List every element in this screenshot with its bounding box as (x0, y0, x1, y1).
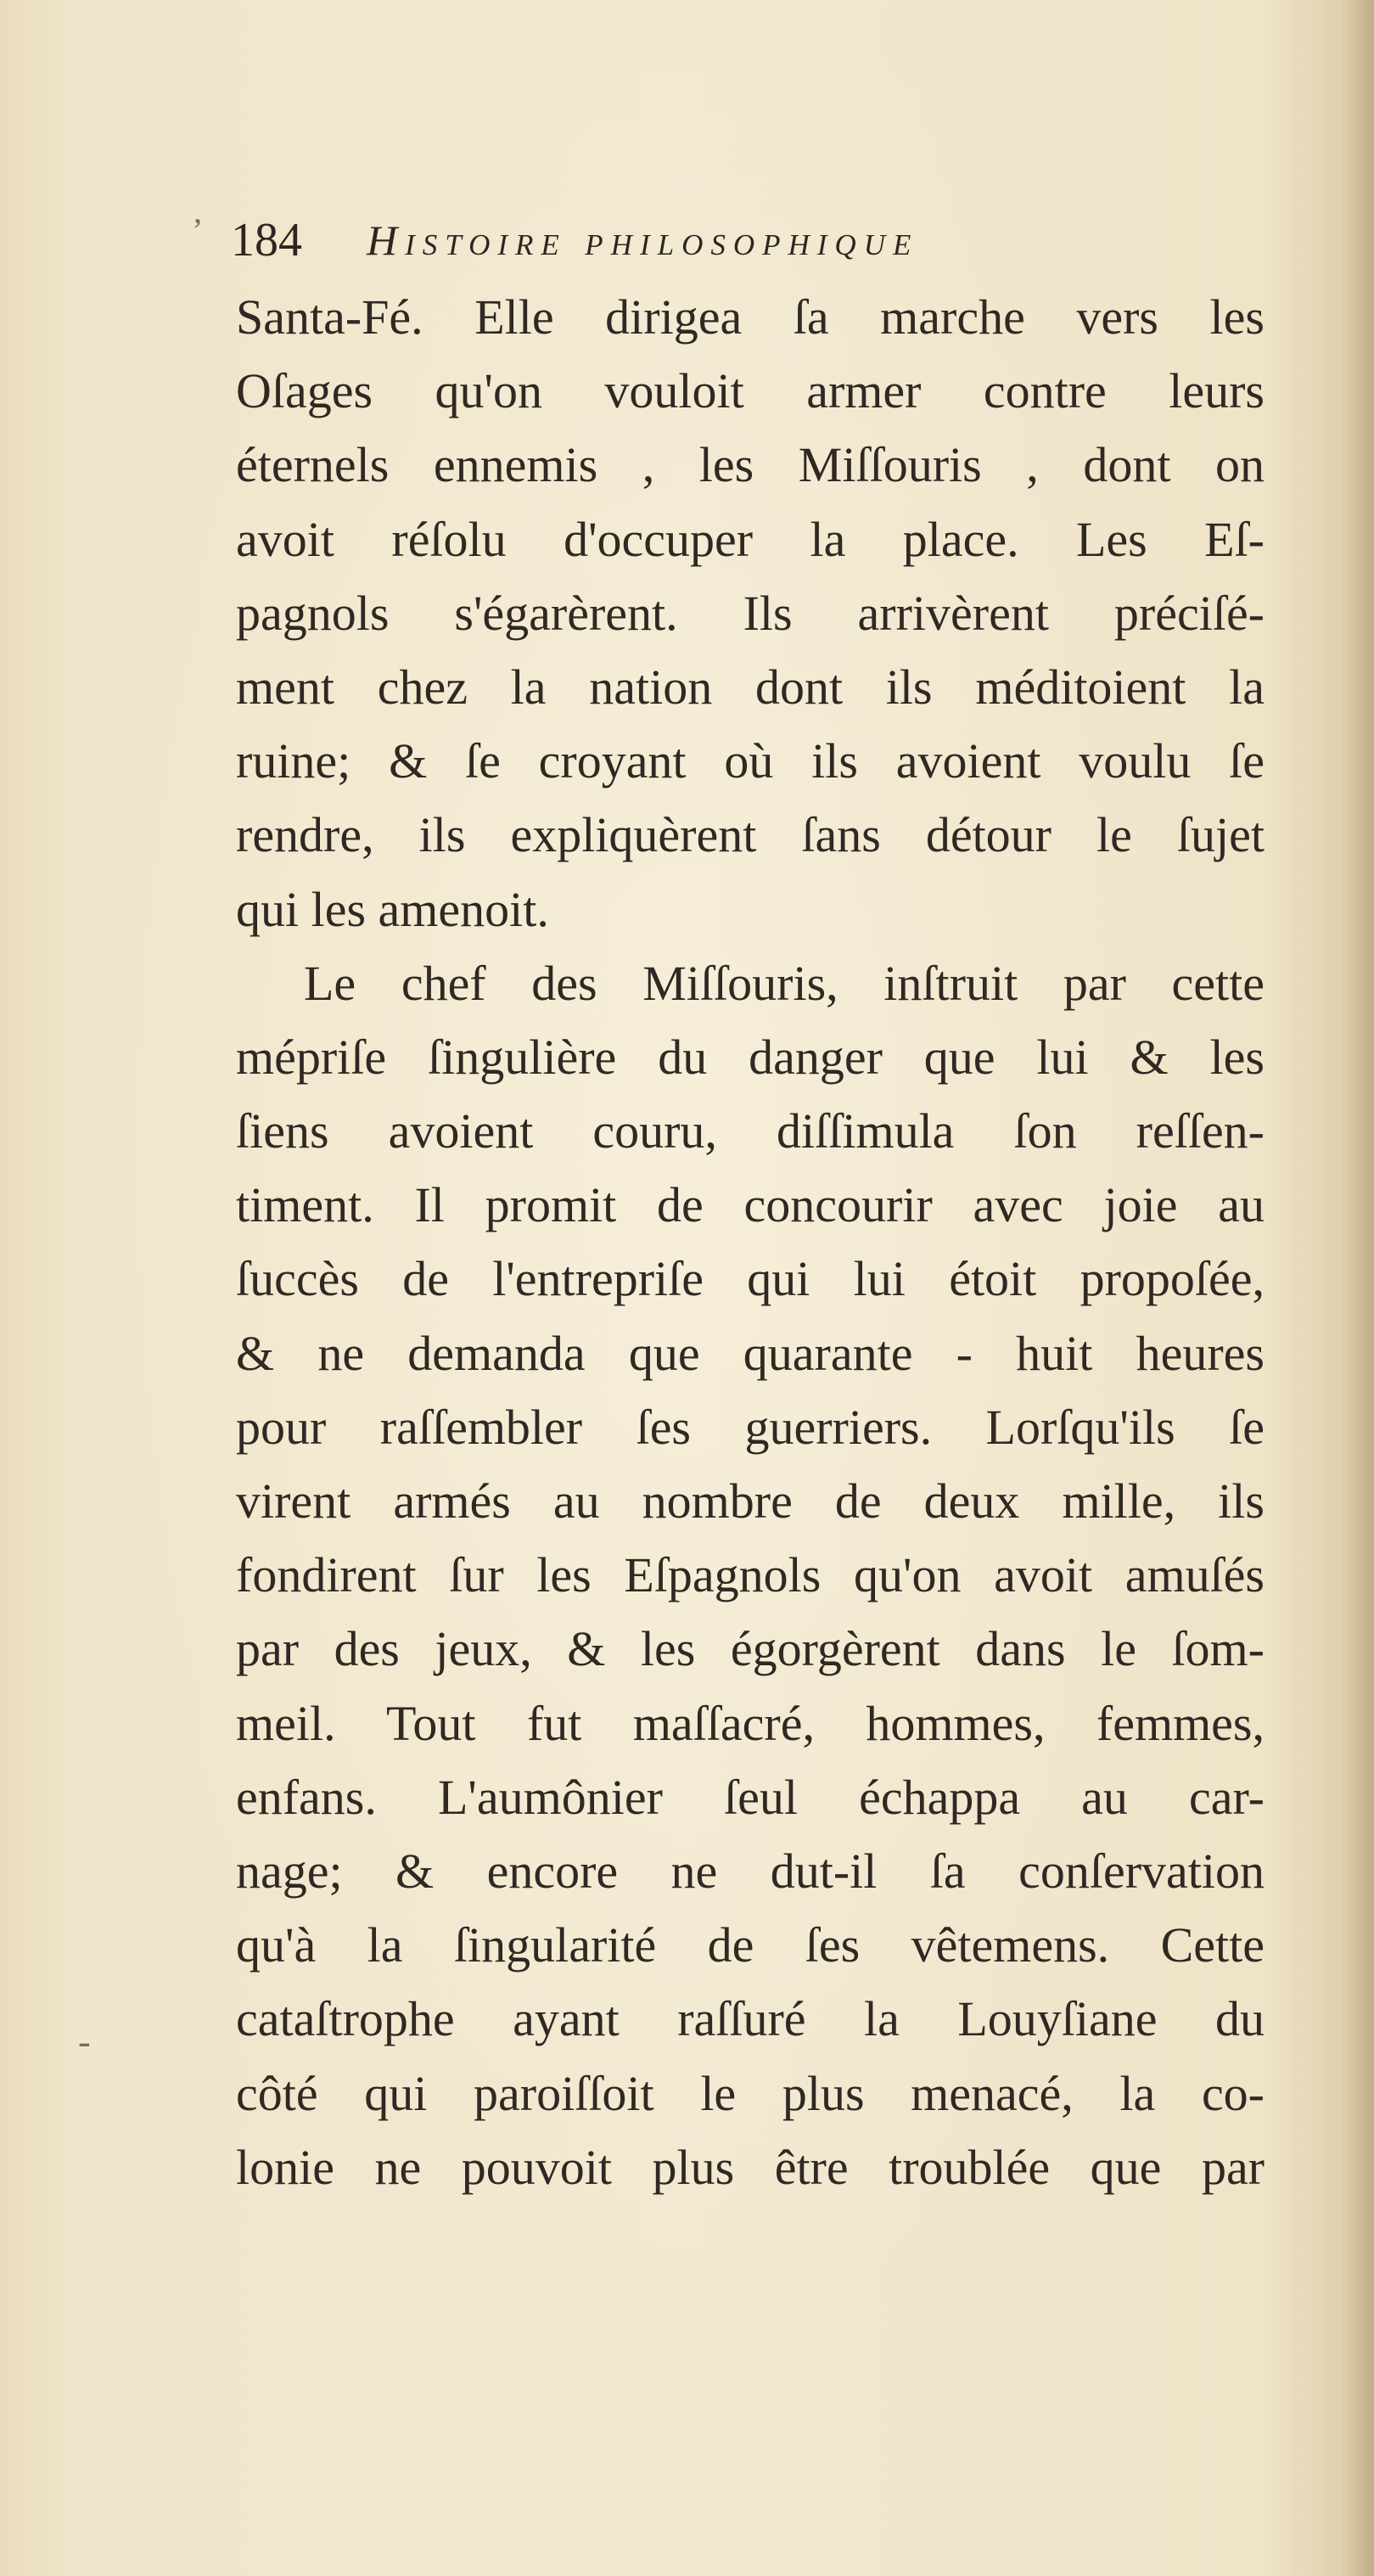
paragraph-2 (236, 946, 1265, 2204)
text-line: nage; & encore ne dut-il ſa conſervation (236, 1843, 1265, 1899)
text-line: enfans. L'aumônier ſeul échappa au car- (236, 1769, 1265, 1825)
text-line: fondirent ſur les Eſpagnols qu'on avoit amuſés (236, 1547, 1265, 1603)
text-line: éternels ennemis , les Miſſouris , dont on (236, 437, 1265, 493)
text-line: qu'à la ſingularité de ſes vêtemens. Cette (236, 1917, 1265, 1973)
page-number: 184 (231, 214, 302, 267)
running-title: Histoire philosophique (367, 216, 919, 264)
text-line: ſuccès de l'entrepriſe qui lui étoit propoſée, (236, 1251, 1265, 1307)
text-line: & ne demanda que quarante - huit heures (236, 1325, 1265, 1381)
text-line: ment chez la nation dont ils méditoient la (236, 659, 1265, 715)
text-line: cataſtrophe ayant raſſuré la Louyſiane du (236, 1991, 1265, 2047)
text-line: timent. Il promit de concourir avec joie au (236, 1177, 1265, 1233)
text-line: meil. Tout fut maſſacré, hommes, femmes, (236, 1695, 1265, 1751)
text-line: Santa-Fé. Elle dirigea ſa marche vers les (236, 289, 1265, 345)
text-line: mépriſe ſingulière du danger que lui & les (236, 1029, 1265, 1085)
text-line: Oſages qu'on vouloit armer contre leurs (236, 363, 1265, 419)
text-line: qui les amenoit. (236, 881, 549, 937)
text-line: rendre, ils expliquèrent ſans détour le ſujet (236, 807, 1265, 863)
text-line: pagnols s'égarèrent. Ils arrivèrent préciſé- (236, 585, 1265, 641)
paragraph-1 (236, 280, 1265, 946)
text-line: avoit réſolu d'occuper la place. Les Eſ- (236, 511, 1265, 567)
stray-mark: ʼ (192, 211, 204, 250)
text-line: virent armés au nombre de deux mille, ils (236, 1473, 1265, 1529)
stray-mark: ‑ (78, 2021, 91, 2062)
text-line: lonie ne pouvoit plus être troublée que par (236, 2139, 1265, 2195)
running-header (231, 202, 1215, 273)
text-line: ruine; & ſe croyant où ils avoient voulu ſe (236, 733, 1265, 789)
text-line: par des jeux, & les égorgèrent dans le ſom- (236, 1621, 1265, 1677)
page-edge-shadow (1340, 0, 1374, 2576)
text-line: Le chef des Miſſouris, inſtruit par cette (304, 955, 1265, 1011)
text-line: pour raſſembler ſes guerriers. Lorſqu'ils ſe (236, 1399, 1265, 1455)
text-line: ſiens avoient couru, diſſimula ſon reſſen- (236, 1103, 1265, 1159)
text-line: côté qui paroiſſoit le plus menacé, la co- (236, 2065, 1265, 2121)
body-text (236, 280, 1265, 2204)
